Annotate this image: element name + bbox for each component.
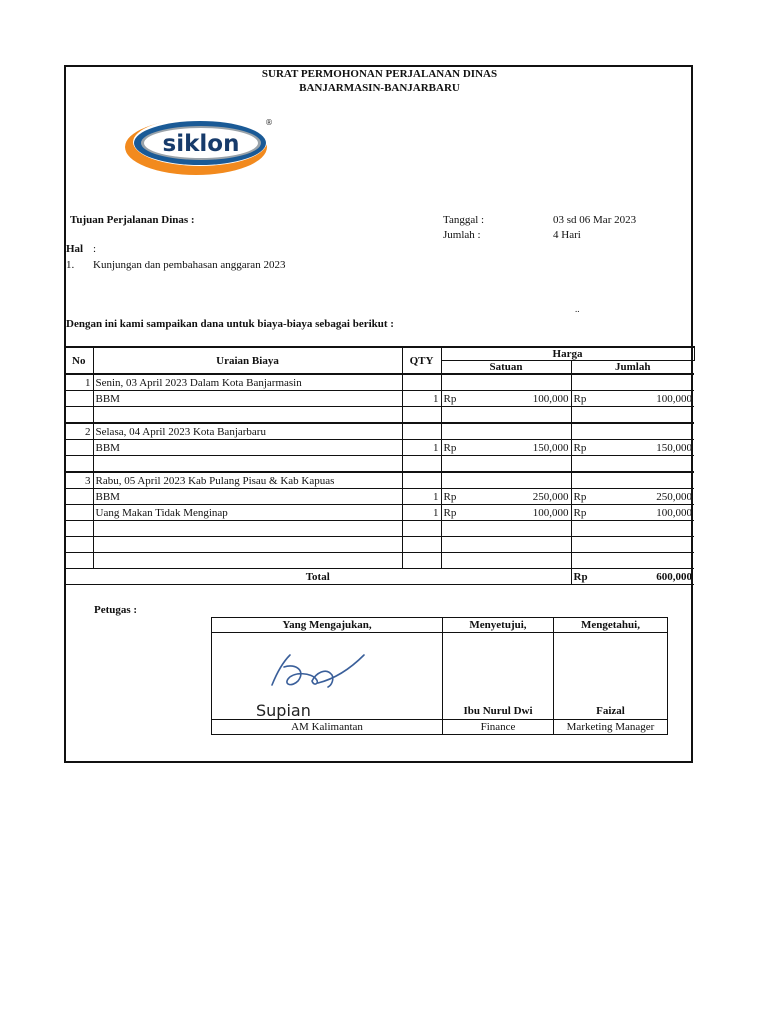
row-number: [65, 440, 93, 456]
row-number: [65, 537, 93, 553]
row-qty: 1: [402, 489, 441, 505]
row-unit-price-cell: [441, 423, 571, 440]
row-number: [65, 489, 93, 505]
proposer-signed-name: Supian: [256, 701, 311, 720]
row-unit-price-cell: [441, 456, 571, 473]
row-unit-price-cell: [441, 374, 571, 391]
total-value: 600,000: [656, 570, 693, 583]
acknowledger-role: Marketing Manager: [554, 720, 668, 735]
header-description: Uraian Biaya: [93, 347, 402, 374]
row-amount-cell: [571, 456, 694, 473]
date-label: Tanggal :: [443, 214, 485, 226]
row-description: [93, 553, 402, 569]
row-qty: [402, 407, 441, 424]
row-amount-cell: [571, 553, 694, 569]
row-unit-currency: Rp: [443, 441, 457, 454]
row-qty: [402, 472, 441, 489]
total-row: [65, 569, 694, 585]
row-description: BBM: [93, 489, 402, 505]
proposer-header: Yang Mengajukan,: [212, 618, 443, 633]
row-amount-currency: Rp: [573, 441, 587, 454]
row-unit-price-cell: [441, 472, 571, 489]
header-no: No: [65, 347, 93, 374]
row-unit-price: 100,000: [532, 506, 569, 519]
row-unit-price-cell: [441, 407, 571, 424]
row-number: [65, 521, 93, 537]
approver-role: Finance: [443, 720, 554, 735]
row-qty: 1: [402, 391, 441, 407]
row-amount-currency: Rp: [573, 506, 587, 519]
row-unit-price-cell: [441, 391, 571, 407]
row-number: [65, 553, 93, 569]
row-number: [65, 505, 93, 521]
row-amount-cell: [571, 440, 694, 456]
table-row: [65, 505, 694, 521]
row-amount-cell: [571, 391, 694, 407]
row-number: [65, 407, 93, 424]
proposer-role: AM Kalimantan: [212, 720, 443, 735]
row-description: [93, 407, 402, 424]
row-amount-cell: [571, 521, 694, 537]
row-unit-price-cell: [441, 440, 571, 456]
proposer-signature-cell: [212, 633, 443, 720]
header-unit-price: Satuan: [441, 361, 571, 375]
row-description: [93, 456, 402, 473]
row-description: Uang Makan Tidak Menginap: [93, 505, 402, 521]
header-qty: QTY: [402, 347, 441, 374]
row-amount-cell: [571, 407, 694, 424]
row-description: [93, 521, 402, 537]
row-unit-price-cell: [441, 489, 571, 505]
subject-label: Hal: [66, 243, 84, 255]
row-unit-price-cell: [441, 553, 571, 569]
row-amount: 100,000: [656, 392, 693, 405]
row-number: 2: [65, 423, 93, 440]
registered-mark: ®: [265, 118, 273, 127]
row-unit-price-cell: [441, 505, 571, 521]
total-amount-cell: [571, 569, 694, 585]
row-amount-currency: Rp: [573, 490, 587, 503]
acknowledger-name: Faizal: [596, 705, 625, 717]
logo-wordmark: siklon: [162, 131, 240, 157]
cost-table: [65, 346, 695, 585]
company-logo: [124, 115, 274, 179]
header-price: Harga: [441, 347, 694, 361]
row-qty: 1: [402, 440, 441, 456]
form-subtitle: BANJARMASIN-BANJARBARU: [299, 82, 460, 94]
approver-name: Ibu Nurul Dwi: [463, 705, 533, 717]
row-description: Senin, 03 April 2023 Dalam Kota Banjarmasin: [93, 374, 402, 391]
acknowledger-header: Mengetahui,: [554, 618, 668, 633]
header-amount: Jumlah: [571, 361, 694, 375]
row-qty: [402, 537, 441, 553]
total-label: Total: [65, 569, 571, 585]
row-description: [93, 537, 402, 553]
row-number: [65, 456, 93, 473]
row-unit-price-cell: [441, 537, 571, 553]
intro-text: Dengan ini kami sampaikan dana untuk biaya-biaya sebagai berikut :: [66, 318, 394, 330]
table-row: [65, 553, 694, 569]
table-row: [65, 521, 694, 537]
row-amount: 150,000: [656, 441, 693, 454]
row-amount-cell: [571, 472, 694, 489]
row-number: 1: [65, 374, 93, 391]
row-unit-price: 250,000: [532, 490, 569, 503]
row-number: [65, 391, 93, 407]
row-unit-price: 150,000: [532, 441, 569, 454]
subject-colon: :: [93, 243, 97, 255]
table-row: [65, 489, 694, 505]
form-title: SURAT PERMOHONAN PERJALANAN DINAS: [261, 68, 498, 80]
row-unit-currency: Rp: [443, 490, 457, 503]
row-unit-currency: Rp: [443, 392, 457, 405]
table-row: [65, 423, 694, 440]
row-qty: [402, 521, 441, 537]
row-unit-price: 100,000: [532, 392, 569, 405]
row-amount-cell: [571, 505, 694, 521]
table-row: [65, 537, 694, 553]
row-description: Rabu, 05 April 2023 Kab Pulang Pisau & Kab Kapuas: [93, 472, 402, 489]
row-qty: [402, 553, 441, 569]
row-amount-cell: [571, 489, 694, 505]
row-description: BBM: [93, 440, 402, 456]
row-amount-currency: Rp: [573, 392, 587, 405]
ellipsis-mark: ..: [575, 304, 580, 314]
date-value: 03 sd 06 Mar 2023: [553, 214, 637, 226]
row-number: 3: [65, 472, 93, 489]
subject-item-text: Kunjungan dan pembahasan anggaran 2023: [93, 259, 286, 271]
officer-label: Petugas :: [94, 604, 138, 616]
subject-item-number: 1.: [66, 259, 75, 271]
total-currency: Rp: [573, 570, 588, 583]
handwritten-signature: [254, 645, 374, 701]
table-row: [65, 391, 694, 407]
table-row: [65, 374, 694, 391]
row-qty: [402, 374, 441, 391]
row-amount: 250,000: [656, 490, 693, 503]
travel-request-form: [64, 65, 693, 763]
row-unit-price-cell: [441, 521, 571, 537]
row-amount-cell: [571, 374, 694, 391]
row-description: Selasa, 04 April 2023 Kota Banjarbaru: [93, 423, 402, 440]
table-row: [65, 456, 694, 473]
row-qty: [402, 456, 441, 473]
duration-label: Jumlah :: [443, 229, 481, 241]
row-amount-cell: [571, 537, 694, 553]
row-qty: [402, 423, 441, 440]
table-row: [65, 472, 694, 489]
approver-signature-cell: [443, 633, 554, 720]
row-description: BBM: [93, 391, 402, 407]
signature-table: [211, 617, 668, 735]
acknowledger-signature-cell: [554, 633, 668, 720]
approver-header: Menyetujui,: [443, 618, 554, 633]
table-row: [65, 407, 694, 424]
purpose-label: Tujuan Perjalanan Dinas :: [70, 214, 195, 226]
row-amount-cell: [571, 423, 694, 440]
row-qty: 1: [402, 505, 441, 521]
row-amount: 100,000: [656, 506, 693, 519]
table-row: [65, 440, 694, 456]
row-unit-currency: Rp: [443, 506, 457, 519]
duration-value: 4 Hari: [553, 229, 581, 241]
